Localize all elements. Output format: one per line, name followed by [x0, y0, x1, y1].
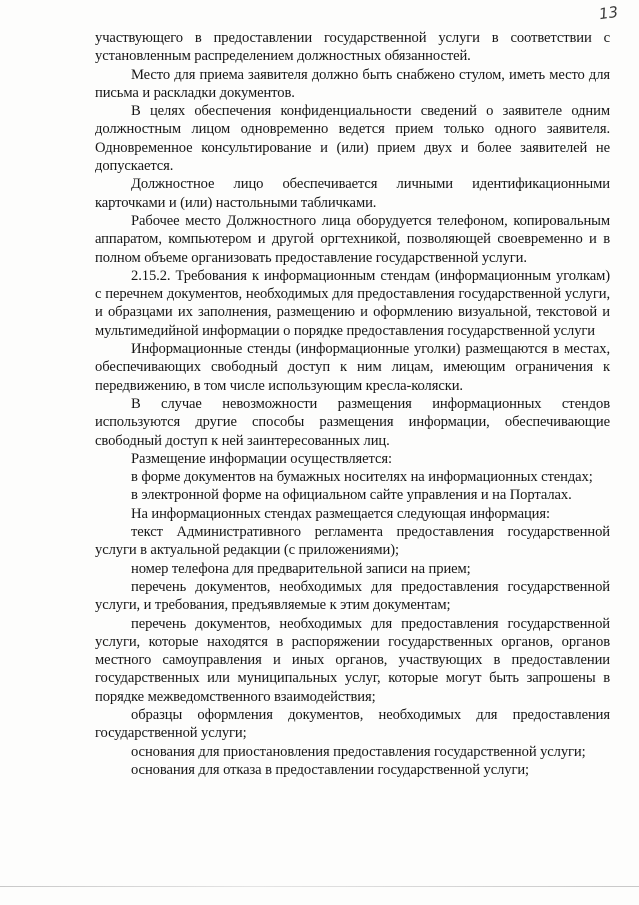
paragraph: В целях обеспечения конфиденциальности сведений о заявителе одним должностным лицом одновременно ведется прием только одного заявителя. Одновременное консультирование и (или) прием двух и более заявителей не допускается.: [95, 103, 610, 175]
paragraph: Место для приема заявителя должно быть снабжено стулом, иметь место для письма и раскладки документов.: [95, 66, 610, 101]
paragraph: основания для приостановления предоставления государственной услуги;: [131, 743, 586, 760]
paragraph: 2.15.2. Требования к информационным стендам (информационным уголкам) с перечнем документов, необходимых для предоставления государственной услуги, и образцами их заполнения, размещению и оформлению визуальной, текстовой и мультимедийной информации о порядке предоставления государственной услуги: [95, 267, 610, 339]
paragraph: Рабочее место Должностного лица оборудуется телефоном, копировальным аппаратом, компьютером и другой оргтехникой, позволяющей своевременно и в полном объеме организовать предоставление государственной услуги.: [95, 212, 610, 266]
paragraph: В случае невозможности размещения информационных стендов используются другие способы размещения информации, обеспечивающие свободный доступ к ней заинтересованных лиц.: [95, 395, 610, 449]
document-body: [95, 29, 610, 779]
paragraph: номер телефона для предварительной записи на прием;: [131, 560, 471, 577]
paragraph: Информационные стенды (информационные уголки) размещаются в местах, обеспечивающих свободный доступ к ним лицам, имеющим ограничения к передвижению, в том числе использующим кресла-коляски.: [95, 341, 610, 394]
scan-bottom-edge: [0, 886, 639, 887]
paragraph: в форме документов на бумажных носителях на информационных стендах;: [131, 469, 593, 486]
paragraph: текст Административного регламента предоставления государственной услуги в актуальной редакции (с приложениями);: [95, 524, 610, 559]
paragraph: основания для отказа в предоставлении государственной услуги;: [131, 761, 530, 778]
handwritten-page-number: 13: [597, 2, 620, 24]
paragraph: Размещение информации осуществляется:: [131, 450, 392, 467]
paragraph: образцы оформления документов, необходимых для предоставления государственной услуги;: [95, 706, 610, 742]
paragraph: перечень документов, необходимых для предоставления государственной услуги, и требования, предъявляемые к этим документам;: [95, 578, 610, 614]
paragraph: перечень документов, необходимых для предоставления государственной услуги, которые находятся в распоряжении государственных органов, органов местного самоуправления и иных органов, участвующих в предоставлении государственных или муниципальных услуг, которые могут быть запрошены в порядке межведомственного взаимодействия;: [95, 615, 610, 705]
paragraph: На информационных стендах размещается следующая информация:: [131, 505, 550, 522]
paragraph: участвующего в предоставлении государственной услуги в соответствии с установленным распределением должностных обязанностей.: [95, 30, 610, 65]
paragraph: в электронной форме на официальном сайте управления и на Порталах.: [131, 487, 572, 504]
paragraph: Должностное лицо обеспечивается личными идентификационными карточками и (или) настольными табличками.: [95, 176, 610, 211]
